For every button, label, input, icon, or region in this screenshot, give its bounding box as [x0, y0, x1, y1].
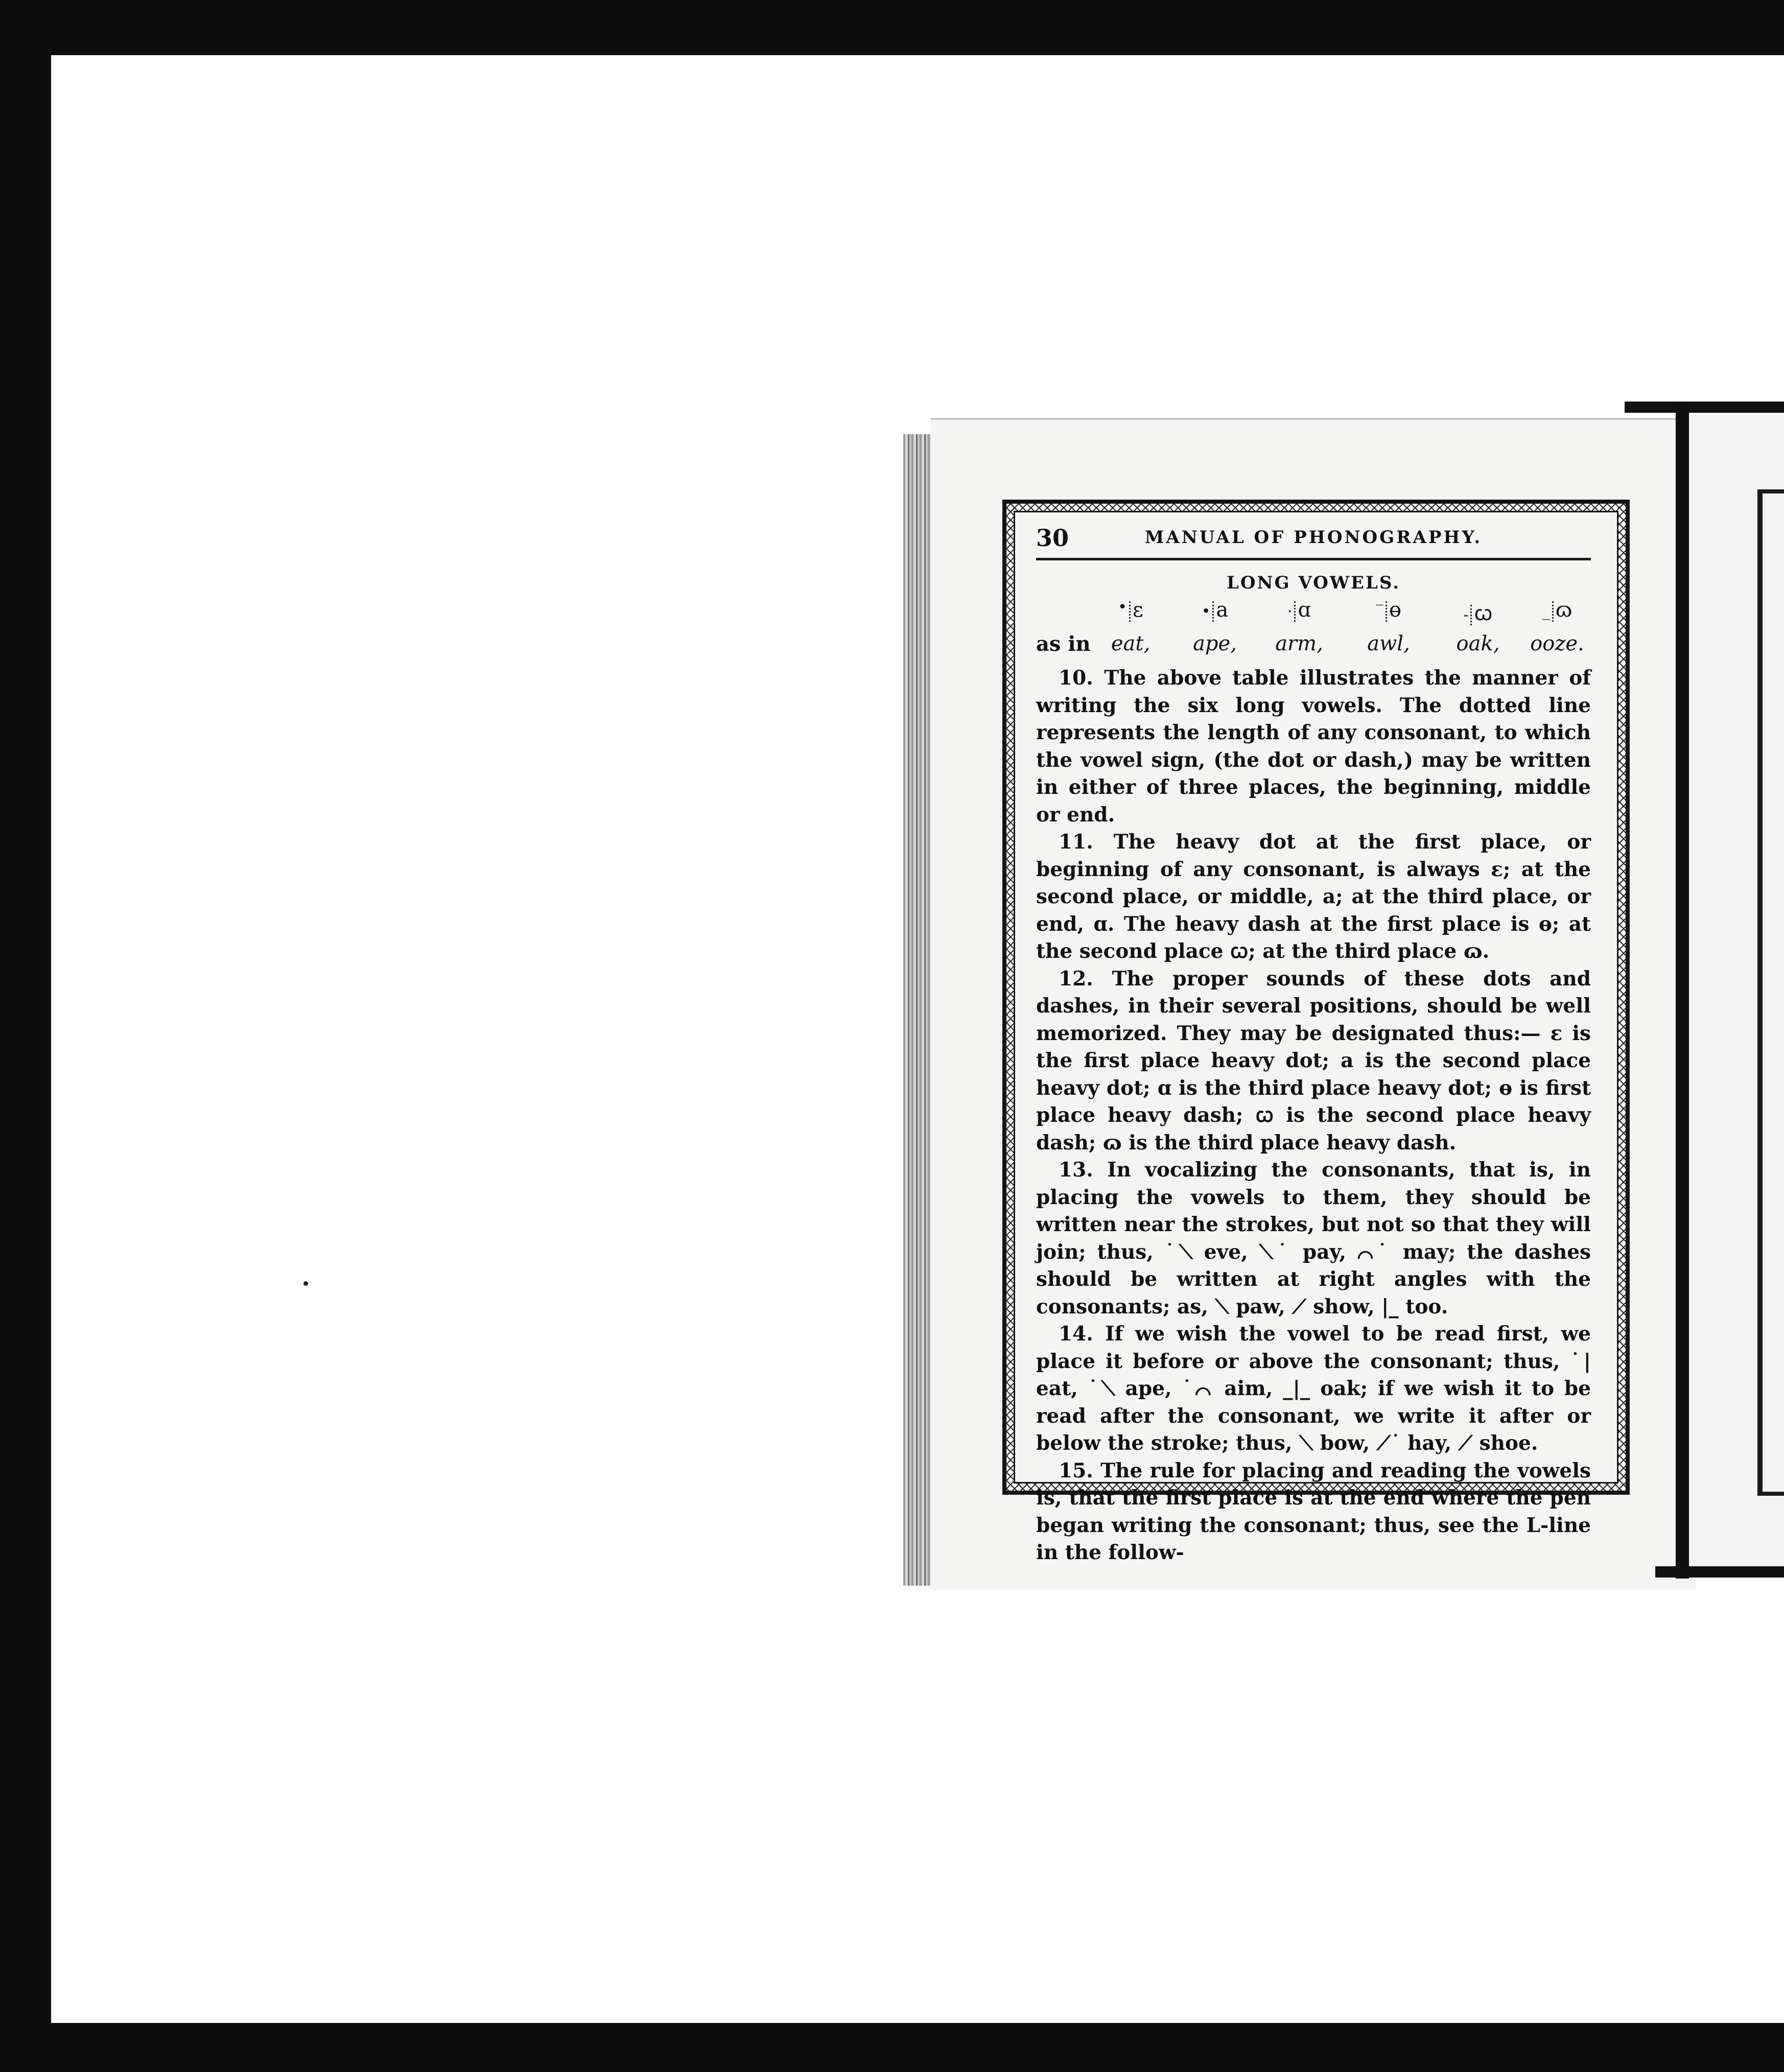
as-in-label: as in	[1036, 632, 1091, 656]
vowel-sign: . ɑ	[1287, 598, 1311, 622]
facing-page-border	[1757, 489, 1763, 1496]
facing-page-border-bottom	[1757, 1492, 1784, 1496]
page-edges	[903, 434, 933, 1586]
example-word: ooze.	[1530, 632, 1584, 655]
paragraph-13: 13. In vocalizing the consonants, that is, in placing the vowels to them, they should be written near the strokes, but not so that they will join; thus, ˙⟍ eve, ⟍˙ pay, ⌒˙ may; the dashes should be written at right angles with the consonants; as, ⟍ paw, ⟋ show, |_ too.	[1036, 1158, 1591, 1318]
body-text	[1036, 665, 1591, 1567]
scan-speck	[303, 1281, 308, 1286]
running-head	[1036, 517, 1591, 560]
facing-page-border-top	[1757, 489, 1784, 493]
paragraph-11: 11. The heavy dot at the first place, or beginning of any consonant, is always ɛ; at the second place, or middle, a; at the third place, or end, ɑ. The heavy dash at the first place is ɵ; at the second place ꞷ; at the third place ɷ.	[1036, 830, 1591, 963]
microfilm-border-bottom	[0, 2023, 1784, 2072]
example-word: eat,	[1111, 632, 1151, 655]
paragraph-10: 10. The above table illustrates the manner of writing the six long vowels. The dotted line represents the length of any consonant, to which the vowel sign, (the dot or dash,) may be written in either of three places, the beginning, middle or end.	[1036, 666, 1591, 827]
facing-page-cover-bottom	[1655, 1566, 1784, 1577]
vowel-symbol-row	[1036, 598, 1591, 631]
vowel-sign: - ꞷ	[1463, 602, 1493, 625]
vowel-sign: ‾ ɵ	[1375, 598, 1402, 622]
paragraph-14: 14. If we wish the vowel to be read first, we place it before or above the consonant; thus, ˙| eat, ˙⟍ ape, ˙⌒ aim, _|_ oak; if we wish it to be read after the consonant, we write it after or below the stroke; thus, ⟍ bow, ⟋˙ hay, ⟋ shoe.	[1036, 1322, 1591, 1455]
vowel-sign: • a	[1201, 598, 1229, 622]
vowel-table	[1036, 598, 1591, 662]
microfilm-border-top	[0, 0, 1784, 55]
example-word: oak,	[1456, 632, 1500, 655]
example-word: awl,	[1367, 632, 1410, 655]
paragraph-15: 15. The rule for placing and reading the vowels is, that the first place is at the end where the pen began writing the consonant; thus, see the L-line in the follow-	[1036, 1458, 1591, 1564]
section-title: LONG VOWELS.	[1226, 573, 1401, 593]
vowel-sign: _ ɷ	[1542, 598, 1572, 622]
running-title: MANUAL OF PHONOGRAPHY.	[1144, 527, 1483, 548]
facing-page	[1689, 413, 1784, 1566]
microfilm-border-left	[0, 0, 51, 2072]
paragraph-12: 12. The proper sounds of these dots and dashes, in their several positions, should be well memorized. They may be designated thus:— ɛ is the first place heavy dot; a is the second place heavy dot; ɑ is the third place heavy dot; ɵ is first place heavy dash; ꞷ is the second place heavy dash; ɷ is the third place heavy dash.	[1036, 967, 1591, 1155]
vowel-example-row	[1036, 632, 1591, 661]
facing-page-cover-top	[1625, 402, 1784, 413]
facing-page-cover-edge	[1676, 404, 1689, 1579]
example-word: arm,	[1275, 632, 1323, 655]
vowel-sign: • ɛ	[1118, 598, 1143, 622]
page-number: 30	[1036, 524, 1069, 552]
example-word: ape,	[1193, 632, 1237, 655]
page-content	[1036, 517, 1591, 1567]
